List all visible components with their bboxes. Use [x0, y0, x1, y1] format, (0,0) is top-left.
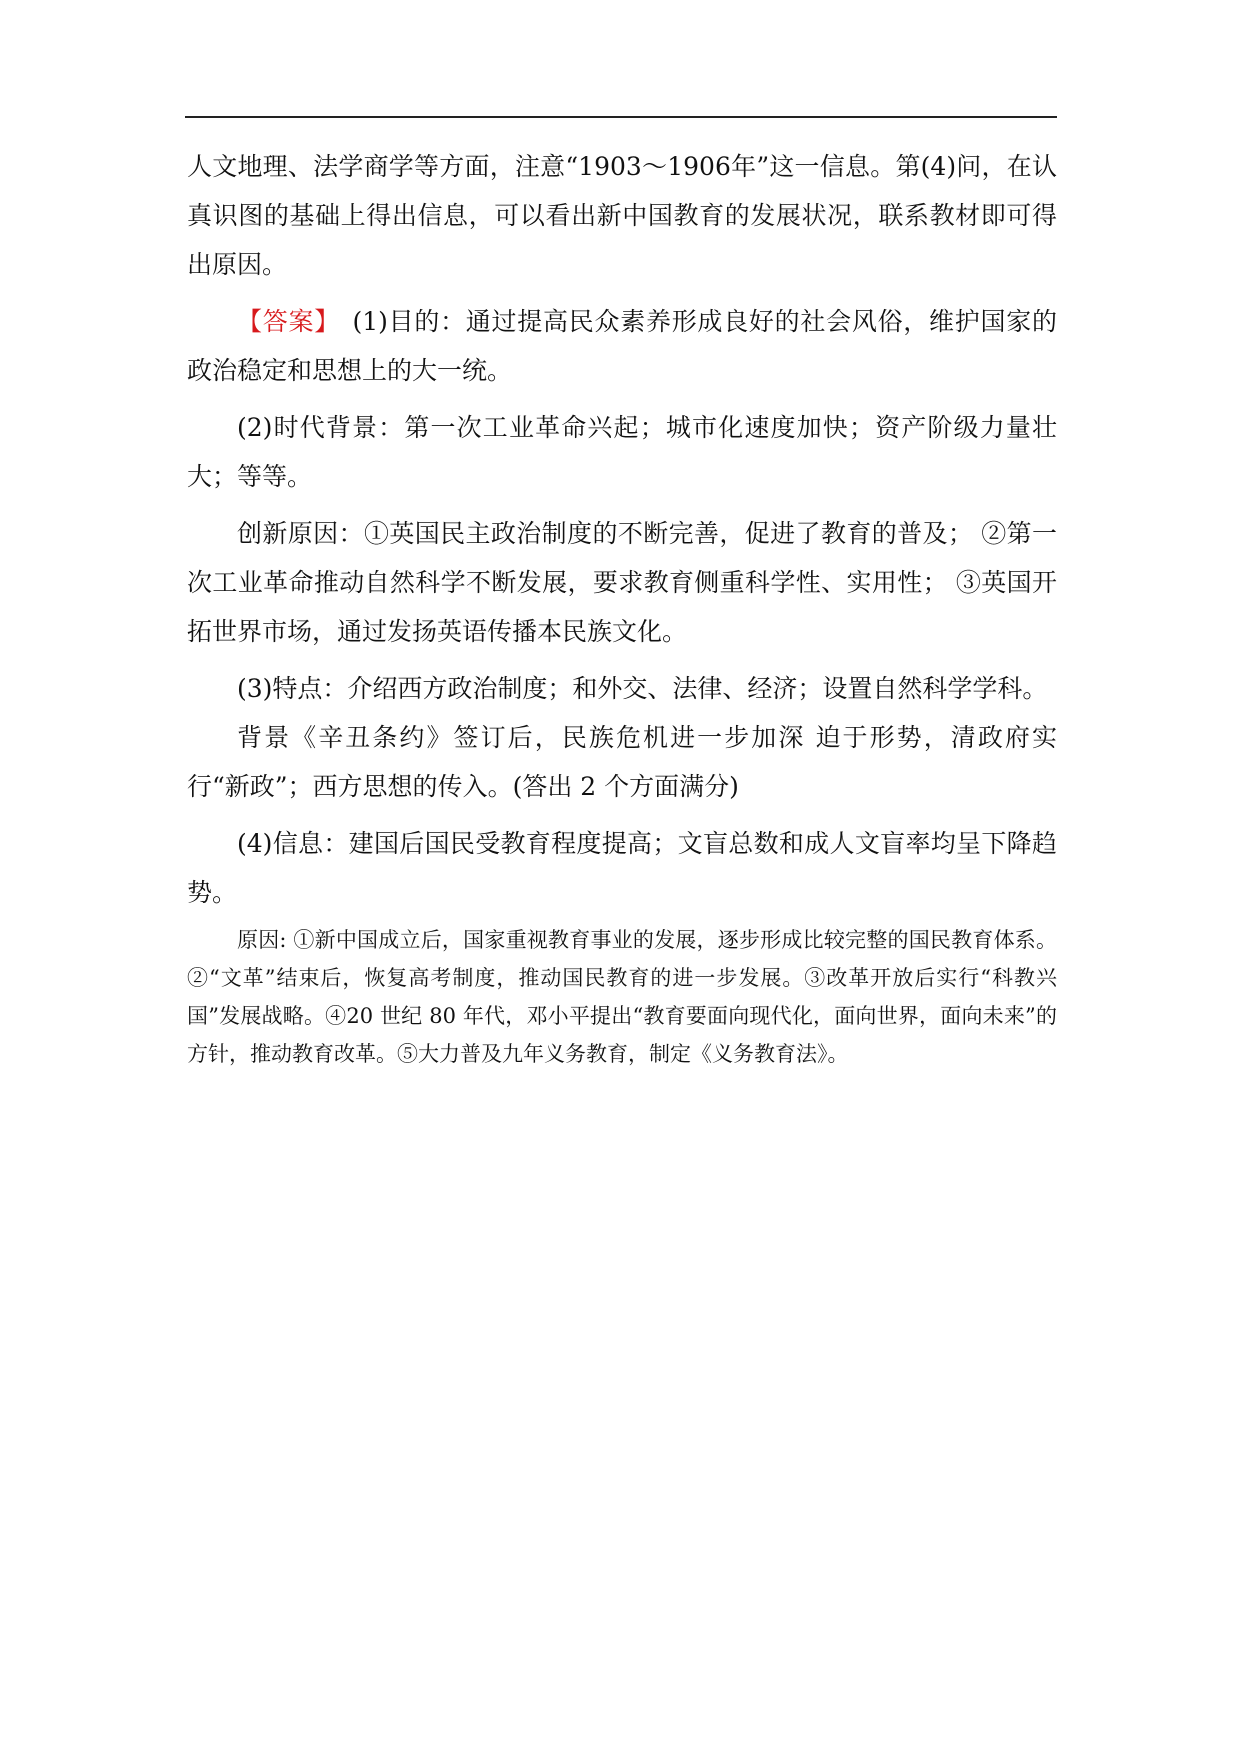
answer-part4-reasons: 原因: ①新中国成立后，国家重视教育事业的发展，逐步形成比较完整的国民教育体系。②“文革”结束后，恢复高考制度，推动国民教育的进一步发展。③改革开放后实行“科教兴国”发展战略。④20 世纪 80 年代，邓小平提出“教育要面向现代化，面向世界，面向未来”的方针，推动教育改革。⑤大力普及九年义务教育，制定《义务教育法》。 — [187, 928, 1057, 1066]
answer-tag: 【答案】 — [237, 307, 340, 336]
document-body — [187, 142, 1057, 1073]
answer-part1 — [187, 297, 1057, 395]
answer-part4-info: (4)信息：建国后国民受教育程度提高；文盲总数和成人文盲率均呈下降趋势。 — [187, 829, 1057, 907]
analysis-paragraph: 人文地理、法学商学等方面，注意“1903～1906年”这一信息。第(4)问，在认真识图的基础上得出信息，可以看出新中国教育的发展状况，联系教材即可得出原因。 — [187, 152, 1057, 279]
answer-part3-features: (3)特点：介绍西方政治制度；和外交、法律、经济；设置自然科学学科。 — [237, 674, 1048, 703]
header-rule — [185, 116, 1057, 118]
answer-part2-reasons: 创新原因：①英国民主政治制度的不断完善，促进了教育的普及； ②第一次工业革命推动自然科学不断发展，要求教育侧重科学性、实用性； ③英国开拓世界市场，通过发扬英语传播本民族文化。 — [187, 519, 1057, 646]
answer-part2-background: (2)时代背景：第一次工业革命兴起；城市化速度加快；资产阶级力量壮大；等等。 — [187, 413, 1057, 491]
answer-part1-text: (1)目的：通过提高民众素养形成良好的社会风俗，维护国家的政治稳定和思想上的大一统。 — [187, 307, 1057, 385]
answer-part3-background: 背景《辛丑条约》签订后，民族危机进一步加深 迫于形势，清政府实行“新政”；西方思想的传入。(答出 2 个方面满分) — [187, 723, 1057, 801]
